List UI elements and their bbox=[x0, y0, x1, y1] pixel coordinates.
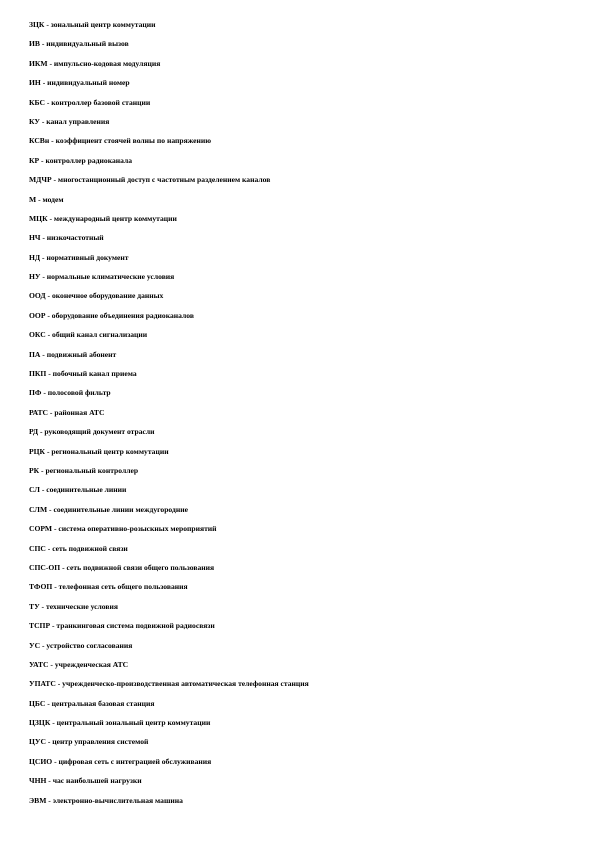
abbreviation-entry: МЦК - международный центр коммутации bbox=[29, 213, 177, 223]
abbreviation-entry: КСВн - коэффициент стоячей волны по напряжению bbox=[29, 136, 212, 146]
abbreviation-entry: ТСПР - транкинговая система подвижной радиосвязи bbox=[29, 621, 215, 631]
abbreviation-entry: КБС - контроллер базовой станции bbox=[29, 97, 151, 107]
abbreviation-entry: ОКС - общий канал сигнализации bbox=[29, 330, 148, 340]
abbreviation-entry: М - модем bbox=[29, 194, 64, 204]
abbreviation-entry: МДЧР - многостанционный доступ с частотным разделением каналов bbox=[29, 175, 271, 185]
abbreviation-entry: ИКМ - импульсно-кодовая модуляция bbox=[29, 58, 161, 68]
abbreviation-entry: ЦБС - центральная базовая станция bbox=[29, 698, 155, 708]
abbreviation-entry: СПС - сеть подвижной связи bbox=[29, 543, 128, 553]
abbreviation-entry: СОРМ - система оперативно-розыскных мероприятий bbox=[29, 524, 217, 534]
abbreviation-entry: РД - руководящий документ отрасли bbox=[29, 427, 155, 437]
abbreviation-entry: ТУ - технические условия bbox=[29, 601, 118, 611]
abbreviation-entry: ЦЗЦК - центральный зональный центр коммутации bbox=[29, 718, 211, 728]
abbreviation-entry: КУ - канал управления bbox=[29, 116, 110, 126]
abbreviation-entry: ЗЦК - зональный центр коммутации bbox=[29, 20, 156, 29]
abbreviation-entry: РЦК - региональный центр коммутации bbox=[29, 446, 169, 456]
abbreviation-list bbox=[29, 15, 579, 810]
abbreviation-entry: ТФОП - телефонная сеть общего пользования bbox=[29, 582, 188, 592]
abbreviation-entry: УС - устройство согласования bbox=[29, 640, 133, 650]
abbreviation-entry: СПС-ОП - сеть подвижной связи общего пользования bbox=[29, 562, 215, 572]
abbreviation-entry: НД - нормативный документ bbox=[29, 252, 129, 262]
abbreviation-entry: РАТС - районная АТС bbox=[29, 407, 105, 417]
abbreviation-entry: ПФ - полосовой фильтр bbox=[29, 388, 111, 398]
abbreviation-entry: ЭВМ - электронно-вычислительная машина bbox=[29, 795, 183, 805]
abbreviation-entry: ЦСИО - цифровая сеть с интеграцией обслуживания bbox=[29, 756, 212, 766]
abbreviation-entry: ЧНН - час наибольшей нагрузки bbox=[29, 776, 142, 786]
abbreviation-entry: СЛМ - соединительные линии междугородние bbox=[29, 504, 188, 514]
abbreviation-entry: ООД - оконечное оборудование данных bbox=[29, 291, 164, 301]
abbreviation-entry: ПА - подвижный абонент bbox=[29, 349, 117, 359]
abbreviation-entry: НЧ - низкочастотный bbox=[29, 233, 104, 243]
abbreviation-entry: НУ - нормальные климатические условия bbox=[29, 272, 175, 282]
abbreviation-entry: ООР - оборудование объединения радиоканалов bbox=[29, 310, 194, 320]
abbreviation-entry: СЛ - соединительные линии bbox=[29, 485, 127, 495]
abbreviation-entry: ИВ - индивидуальный вызов bbox=[29, 39, 129, 49]
abbreviation-entry: ЦУС - центр управления системой bbox=[29, 737, 149, 747]
abbreviation-entry: УПАТС - учрежденческо-производственная автоматическая телефонная станция bbox=[29, 679, 309, 689]
abbreviation-entry: УАТС - учрежденческая АТС bbox=[29, 659, 129, 669]
abbreviation-entry: РК - региональный контроллер bbox=[29, 465, 139, 475]
abbreviation-entry: КР - контроллер радиоканала bbox=[29, 155, 133, 165]
abbreviation-entry: ПКП - побочный канал приема bbox=[29, 369, 137, 379]
abbreviation-entry: ИН - индивидуальный номер bbox=[29, 78, 130, 88]
